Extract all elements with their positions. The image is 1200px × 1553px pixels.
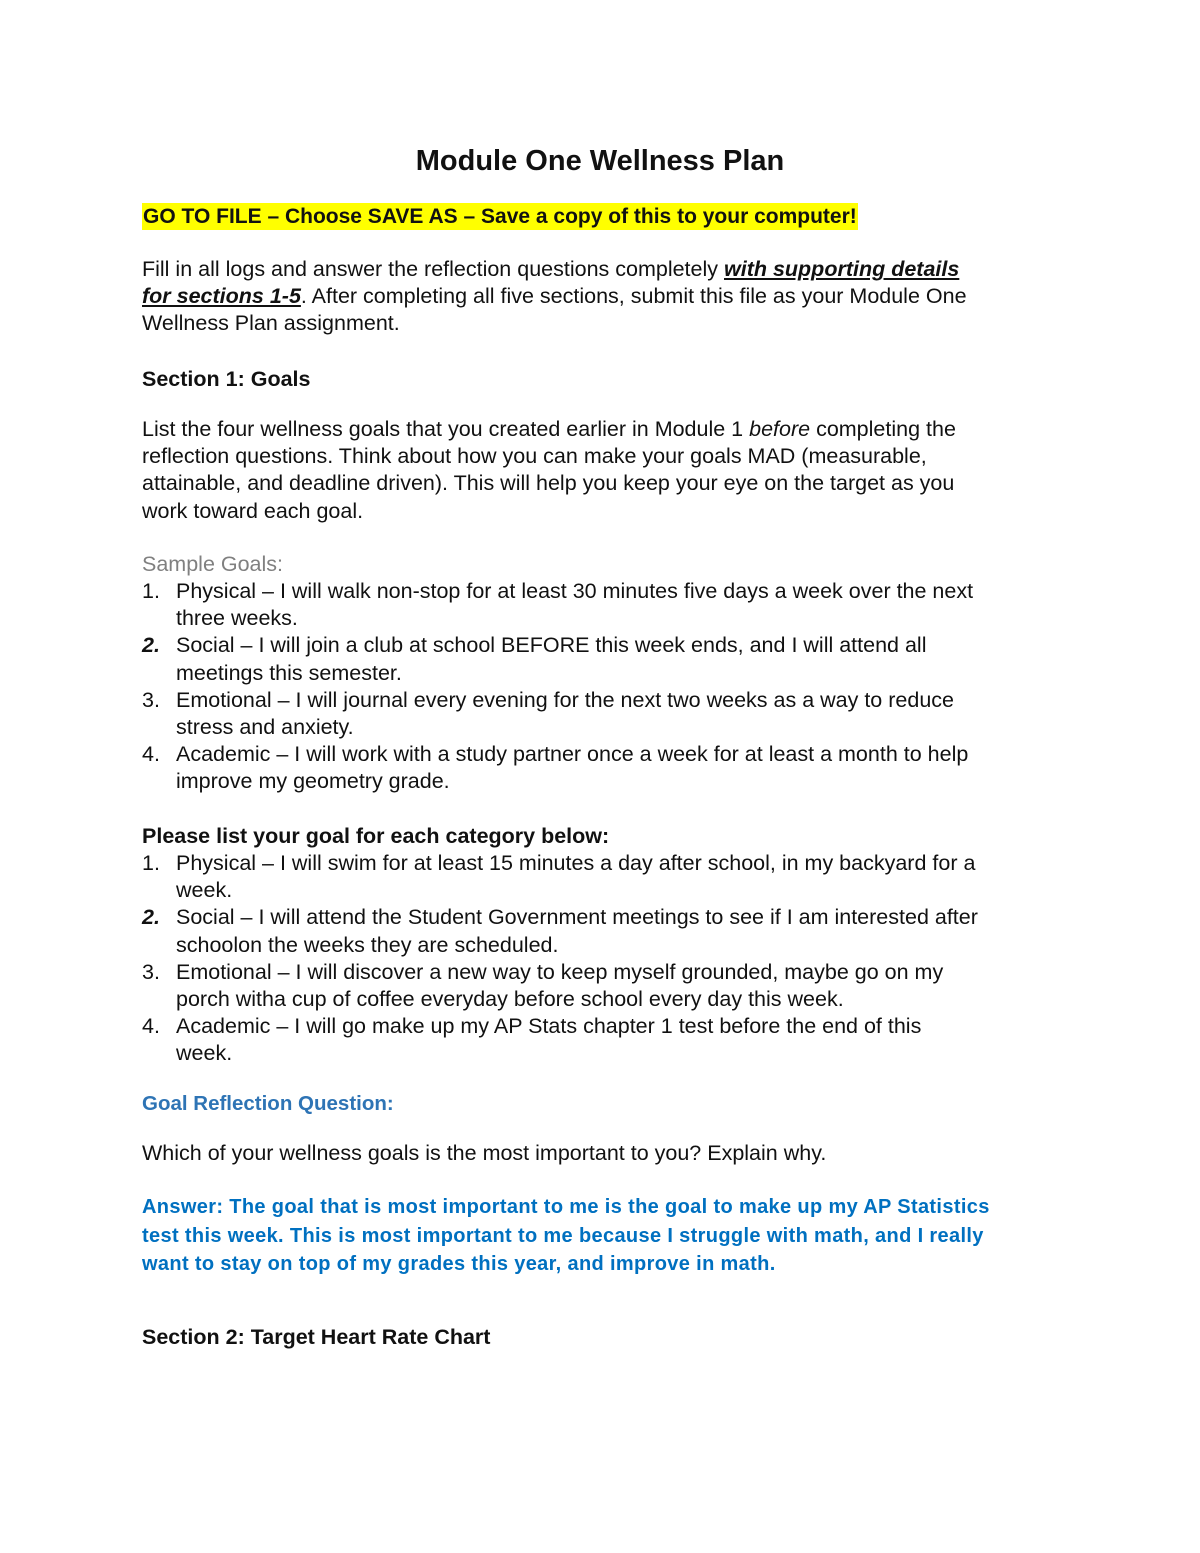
your-goals-list [142,850,978,1068]
list-item [142,850,978,904]
intro-emphasis: with supporting details [724,257,960,281]
list-number: 1. [142,579,160,603]
intro-text-2: . After completing all five sections, submit this file as your Module One [300,284,967,309]
list-item-line: Emotional – I will journal every evening for the next two weeks as a way to reduce [176,687,954,712]
list-item-line: week. [176,1041,233,1066]
section1-line-1 [142,416,956,443]
intro-line-3: Wellness Plan assignment. [142,311,400,336]
intro-paragraph [142,256,967,338]
section1-text: List the four wellness goals that you created earlier in Module 1 [142,417,750,441]
section1-paragraph [142,416,956,525]
reflection-answer [142,1193,990,1279]
list-item [142,959,978,1013]
list-item-line: Social – I will attend the Student Government meetings to see if I am interested after [176,905,978,930]
section2-heading: Section 2: Target Heart Rate Chart [142,1325,491,1349]
list-item [142,578,973,632]
reflection-heading: Goal Reflection Question: [142,1092,394,1115]
list-number: 1. [142,851,160,875]
list-item-line: schoolon the weeks they are scheduled. [176,932,559,957]
list-item [142,632,973,686]
list-item [142,1013,978,1067]
sample-goals-list [142,578,973,796]
list-item-line: meetings this semester. [176,660,402,685]
list-item [142,741,973,795]
list-item-line: Physical – I will swim for at least 15 minutes a day after school, in my backyard for a [176,851,976,875]
list-number: 2. [142,905,160,930]
list-item-line: stress and anxiety. [176,715,354,740]
section1-italic: before [749,417,811,441]
list-item-line: Physical – I will walk non-stop for at least 30 minutes five days a week over the next [176,579,974,603]
list-number: 4. [142,1014,160,1039]
save-instruction [142,202,858,232]
intro-emphasis-2: for sections 1-5 [142,284,301,309]
list-item-line: week. [176,878,233,903]
list-item-line: improve my geometry grade. [176,769,450,794]
section1-line-3: attainable, and deadline driven). This will help you keep your eye on the target as you [142,471,955,496]
intro-line-2 [142,283,967,310]
answer-line-3: want to stay on top of my grades this year, and improve in math. [142,1253,776,1275]
sample-goals-label: Sample Goals: [142,552,284,576]
answer-line-2: test this week. This is most important to me because I struggle with math, and I really [142,1224,984,1247]
list-number: 3. [142,687,160,712]
list-item-line: Academic – I will work with a study partner once a week for at least a month to help [176,742,969,767]
list-number: 2. [142,633,160,658]
intro-line-1 [142,256,967,283]
answer-line-1: Answer: The goal that is most important to me is the goal to make up my AP Statistics [142,1196,990,1218]
section1-text-b: completing the [810,417,956,441]
reflection-question: Which of your wellness goals is the most important to you? Explain why. [142,1141,827,1165]
intro-text: Fill in all logs and answer the reflection questions completely [142,257,724,281]
section1-line-4: work toward each goal. [142,498,364,523]
list-item [142,904,978,958]
list-item-line: Emotional – I will discover a new way to keep myself grounded, maybe go on my [176,959,944,984]
list-item-line: three weeks. [176,606,298,631]
list-item-line: Academic – I will go make up my AP Stats chapter 1 test before the end of this [176,1014,922,1039]
section1-heading: Section 1: Goals [142,367,311,391]
list-number: 3. [142,959,160,984]
list-number: 4. [142,742,160,767]
page-title: Module One Wellness Plan [415,145,785,177]
list-item-line: Social – I will join a club at school BEFORE this week ends, and I will attend all [176,633,927,658]
list-item [142,687,973,741]
your-goals-heading: Please list your goal for each category below: [142,824,610,848]
section1-line-2: reflection questions. Think about how you can make your goals MAD (measurable, [142,444,927,469]
list-item-line: porch witha cup of coffee everyday before school every day this week. [176,987,844,1012]
save-instruction-highlight: GO TO FILE – Choose SAVE AS – Save a copy of this to your computer! [143,205,857,228]
